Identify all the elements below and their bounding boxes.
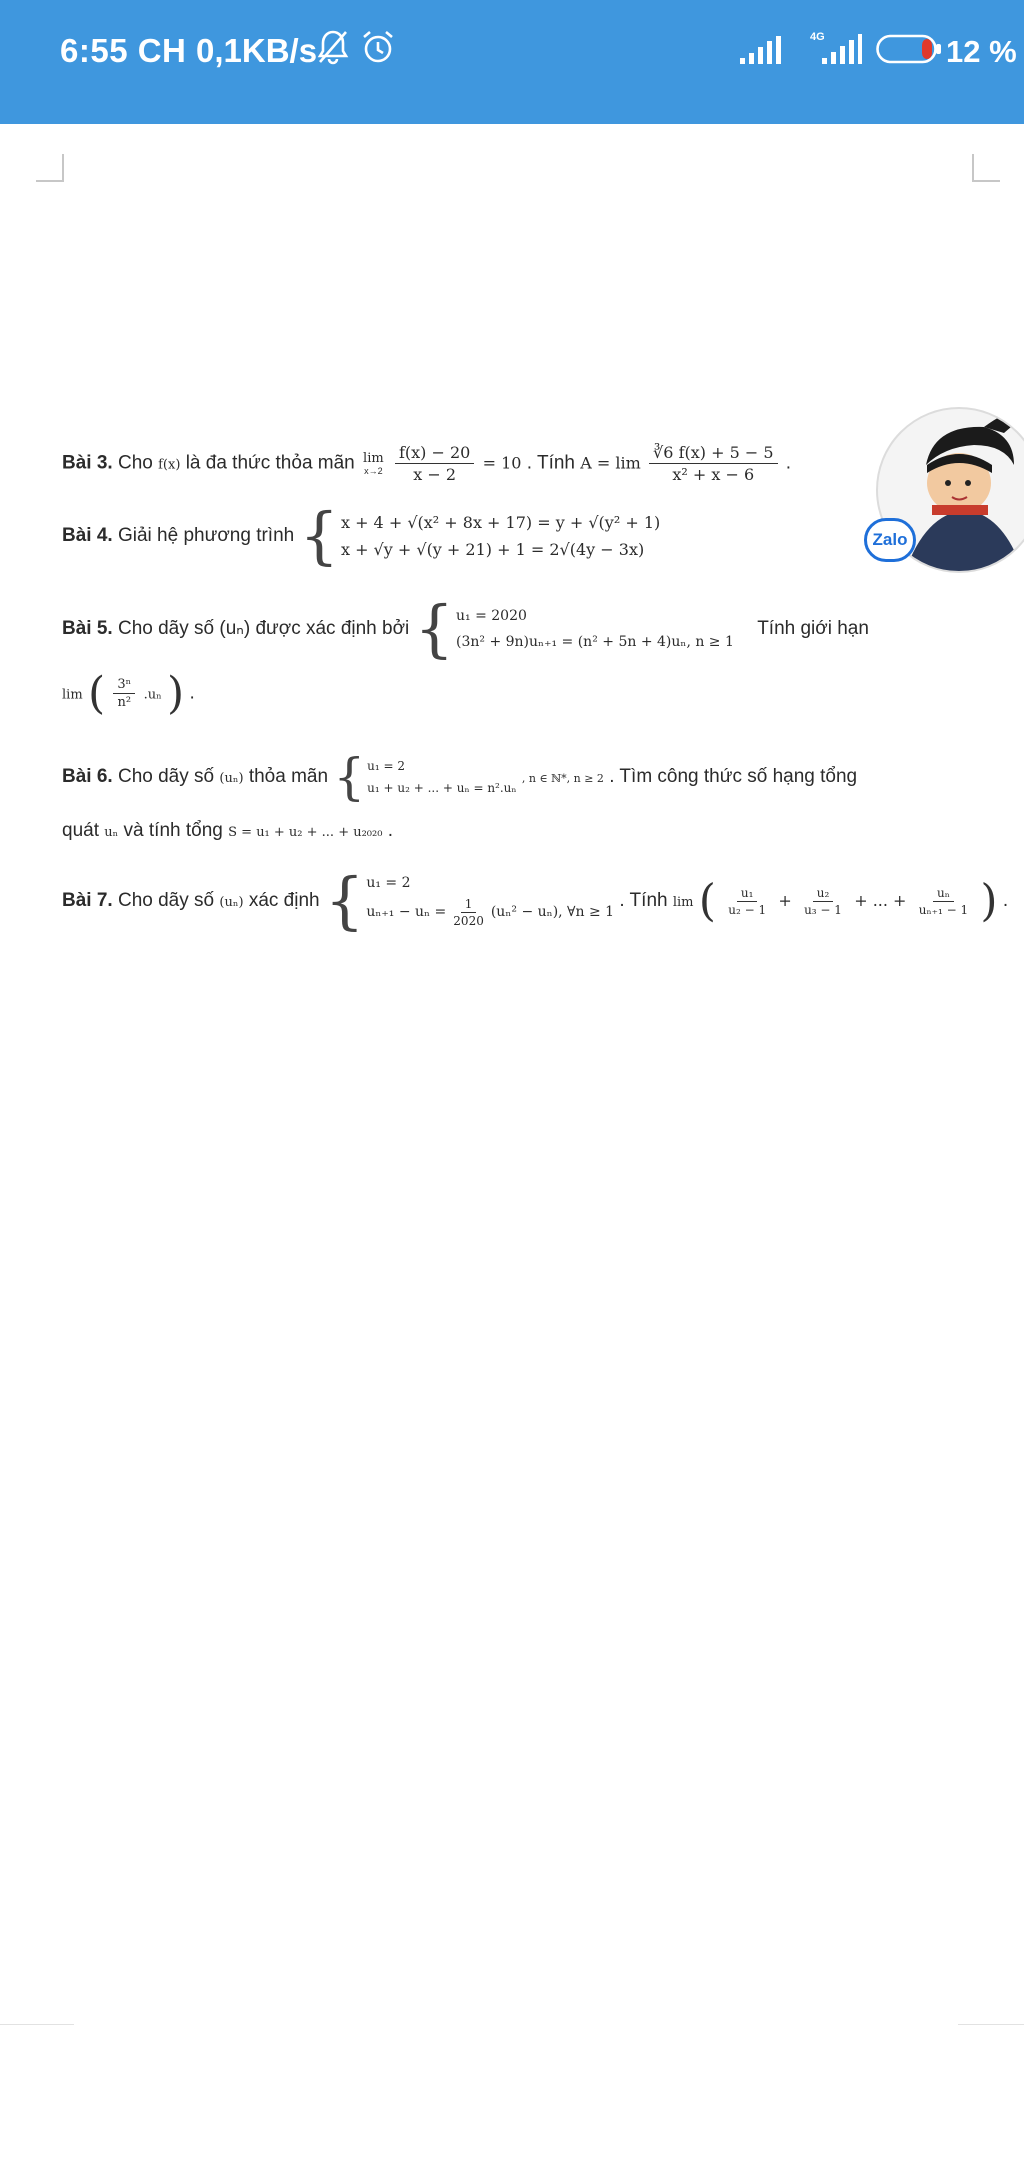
equation-system [299, 499, 661, 572]
text: . Tìm công thức số hạng tổng [609, 766, 858, 788]
denominator: x − 2 [413, 465, 457, 484]
battery-percent: 12 % [946, 34, 1017, 69]
problem-label: Bài 3. [62, 452, 113, 474]
problem-label: Bài 5. [62, 618, 113, 640]
text: xác định [248, 890, 320, 912]
page-bottom-edge-left [0, 2024, 74, 2025]
math: + ... + [854, 891, 907, 911]
status-network-speed: 0,1KB/s [196, 32, 318, 69]
denominator: x² + x − 6 [672, 465, 755, 484]
alarm-icon [360, 28, 396, 71]
equation-system [333, 748, 517, 806]
brace: { [414, 592, 454, 665]
text: . [189, 682, 195, 704]
denominator: u₃ − 1 [804, 902, 842, 917]
equation: u₁ = 2020 [456, 608, 527, 624]
problem-label: Bài 7. [62, 890, 113, 912]
equation: x + √y + √(y + 21) + 1 = 2√(4y − 3x) [340, 540, 645, 559]
numerator: u₂ [813, 886, 834, 902]
equation: u₁ = 2 [366, 874, 411, 891]
text: thỏa mãn [248, 766, 329, 788]
fraction [449, 897, 488, 928]
fraction [649, 443, 777, 484]
brace: { [333, 748, 366, 806]
equation: u₁ + u₂ + ... + uₙ = n².uₙ [367, 781, 517, 795]
problem-6 [62, 748, 858, 806]
math: (uₙ) [219, 771, 244, 787]
equation: u₁ = 2 [367, 759, 405, 773]
math: lim [62, 687, 83, 703]
denominator: 2020 [453, 913, 484, 928]
text: . [1002, 890, 1009, 912]
signal-4g-icon [808, 30, 862, 71]
fraction [395, 443, 474, 484]
math: (uₙ) [219, 895, 244, 911]
fraction [113, 677, 135, 710]
fraction [915, 886, 972, 917]
denominator: n² [117, 695, 132, 710]
text: và tính tổng [123, 820, 223, 841]
brace: { [299, 499, 339, 572]
text: Cho dãy số (uₙ) được xác định bởi [117, 618, 410, 640]
equation: uₙ₊₁ − uₙ = [366, 904, 447, 920]
math: uₙ [104, 825, 119, 840]
math: , n ∈ ℕ*, n ≥ 2 [521, 772, 604, 786]
crop-mark-top-left [36, 154, 64, 182]
paren: ) [167, 668, 185, 719]
text: Tính giới hạn [757, 618, 869, 640]
paren: ) [980, 875, 998, 927]
numerator: u₁ [737, 886, 758, 902]
numerator: uₙ [933, 886, 954, 902]
math: f(x) [158, 457, 181, 473]
fraction [724, 886, 770, 917]
page-bottom-edge-right [958, 2024, 1024, 2025]
problem-label: Bài 6. [62, 766, 113, 788]
problem-label: Bài 4. [62, 525, 113, 547]
text: Cho dãy số [117, 766, 215, 788]
numerator: 1 [461, 897, 477, 913]
math: lim [672, 895, 694, 911]
equation: (3n² + 9n)uₙ₊₁ = (n² + 5n + 4)uₙ, n ≥ 1 [456, 634, 734, 650]
numerator: f(x) − 20 [395, 443, 474, 464]
svg-text:4G: 4G [810, 31, 825, 43]
numerator: 3ⁿ [113, 677, 135, 694]
battery-icon [876, 34, 942, 69]
numerator: ∛6 f(x) + 5 − 5 [649, 443, 777, 464]
text: Cho [117, 452, 153, 474]
zalo-label: Zalo [872, 530, 908, 549]
text: quát [62, 820, 99, 841]
text: Giải hệ phương trình [117, 525, 295, 547]
problem-3 [62, 443, 791, 484]
math: S = u₁ + u₂ + ... + u₂₀₂₀ [228, 825, 383, 840]
equation-system [414, 592, 734, 665]
problem-7: Bài 7. Cho dãy số (uₙ) xác định { u₁ = 2 uₙ₊₁ − uₙ = $\frac{1}{2020}$ (uₙ² − uₙ), ∀n ≥ 1 . Tính lim ( $\frac{\text{u₁}}{\text{u₂ − 1}}$ + $\frac{\text{u₂}}{\text{u₃ − 1}}$ + ... + $\frac{\text{uₙ}}{\text{uₙ₊₁ − 1}}$ ) . [62, 864, 1009, 937]
zalo-logo-badge [864, 518, 916, 562]
math: lim [363, 451, 384, 466]
problem-5-limit [62, 668, 195, 719]
text: Cho dãy số [117, 890, 215, 912]
problem-5 [62, 592, 869, 665]
text: là đa thức thỏa mãn [185, 452, 355, 474]
equation: (uₙ² − uₙ), ∀n ≥ 1 [490, 904, 615, 920]
status-time: 6:55 CH [60, 32, 187, 69]
limit-operator [363, 451, 384, 476]
equation-system [324, 864, 615, 937]
paren: ( [698, 875, 716, 927]
math: = 10 [482, 453, 522, 473]
problem-4 [62, 499, 661, 572]
denominator: uₙ₊₁ − 1 [918, 902, 969, 917]
math: .uₙ [143, 687, 162, 703]
equation: x + 4 + √(x² + 8x + 17) = y + √(y² + 1) [340, 513, 661, 532]
problem-6-cont [62, 820, 393, 842]
math: x→2 [364, 466, 383, 476]
paren: ( [87, 668, 106, 719]
signal-icon [740, 36, 782, 69]
mute-bell-icon [316, 28, 350, 71]
crop-mark-top-right [972, 154, 1000, 182]
text: . Tính [619, 890, 668, 912]
text: . [387, 820, 394, 841]
denominator: u₂ − 1 [728, 902, 767, 917]
fraction [800, 886, 846, 917]
text: . Tính [526, 452, 575, 474]
math: A = lim [580, 453, 641, 473]
status-bar [0, 0, 1024, 124]
zalo-chat-bubble[interactable] [864, 405, 1024, 575]
text: . [785, 452, 792, 474]
brace: { [324, 864, 365, 937]
